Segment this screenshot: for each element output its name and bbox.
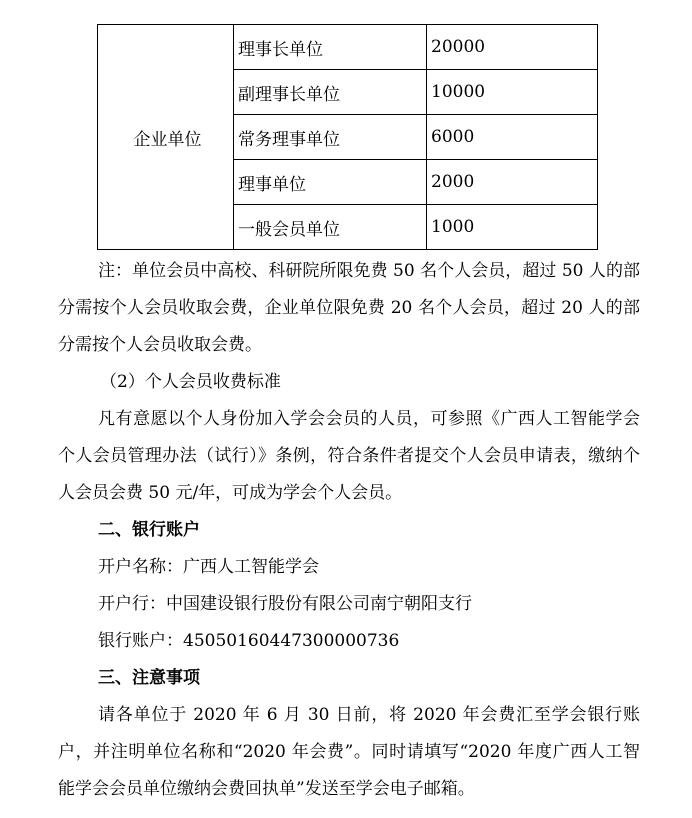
level-cell: 副理事长单位 (234, 70, 427, 115)
table-note: 注：单位会员中高校、科研院所限免费 50 名个人会员，超过 50 人的部分需按个人会员收取会费，企业单位限免费 20 名个人会员，超过 20 人的部分需按个人会员收取会费。 (58, 261, 640, 355)
personal-fee-text: 凡有意愿以个人身份加入学会会员的人员，可参照《广西人工智能学会个人会员管理办法（试行）》条例，符合条件者提交个人会员申请表，缴纳个人会员会费 50 元/年，可成为学会个人会员。 (58, 409, 640, 503)
fee-cell: 2000 (427, 160, 598, 205)
notice-text: 请各单位于 2020 年 6 月 30 日前，将 2020 年会费汇至学会银行账户，并注明单位名称和“2020 年会费”。同时请填写“2020 年度广西人工智能学会会员单位缴纳会费回执单”发送至学会电子邮箱。 (58, 705, 640, 799)
notice-heading: 三、注意事项 (98, 668, 200, 688)
personal-fee-heading: （2）个人会员收费标准 (100, 372, 281, 392)
fee-cell: 1000 (427, 205, 598, 250)
level-cell: 常务理事单位 (234, 115, 427, 160)
level-cell: 理事单位 (234, 160, 427, 205)
fee-table (97, 24, 598, 250)
bank-heading: 二、银行账户 (98, 520, 200, 540)
level-cell: 理事长单位 (234, 25, 427, 70)
category-cell: 企业单位 (98, 25, 234, 250)
fee-cell: 10000 (427, 70, 598, 115)
bank-name: 开户行：中国建设银行股份有限公司南宁朝阳支行 (98, 594, 472, 614)
account-name: 开户名称：广西人工智能学会 (98, 557, 319, 577)
fee-cell: 6000 (427, 115, 598, 160)
level-cell: 一般会员单位 (234, 205, 427, 250)
account-number: 银行账户：45050160447300000736 (98, 631, 400, 651)
table-row (98, 25, 598, 70)
fee-cell: 20000 (427, 25, 598, 70)
